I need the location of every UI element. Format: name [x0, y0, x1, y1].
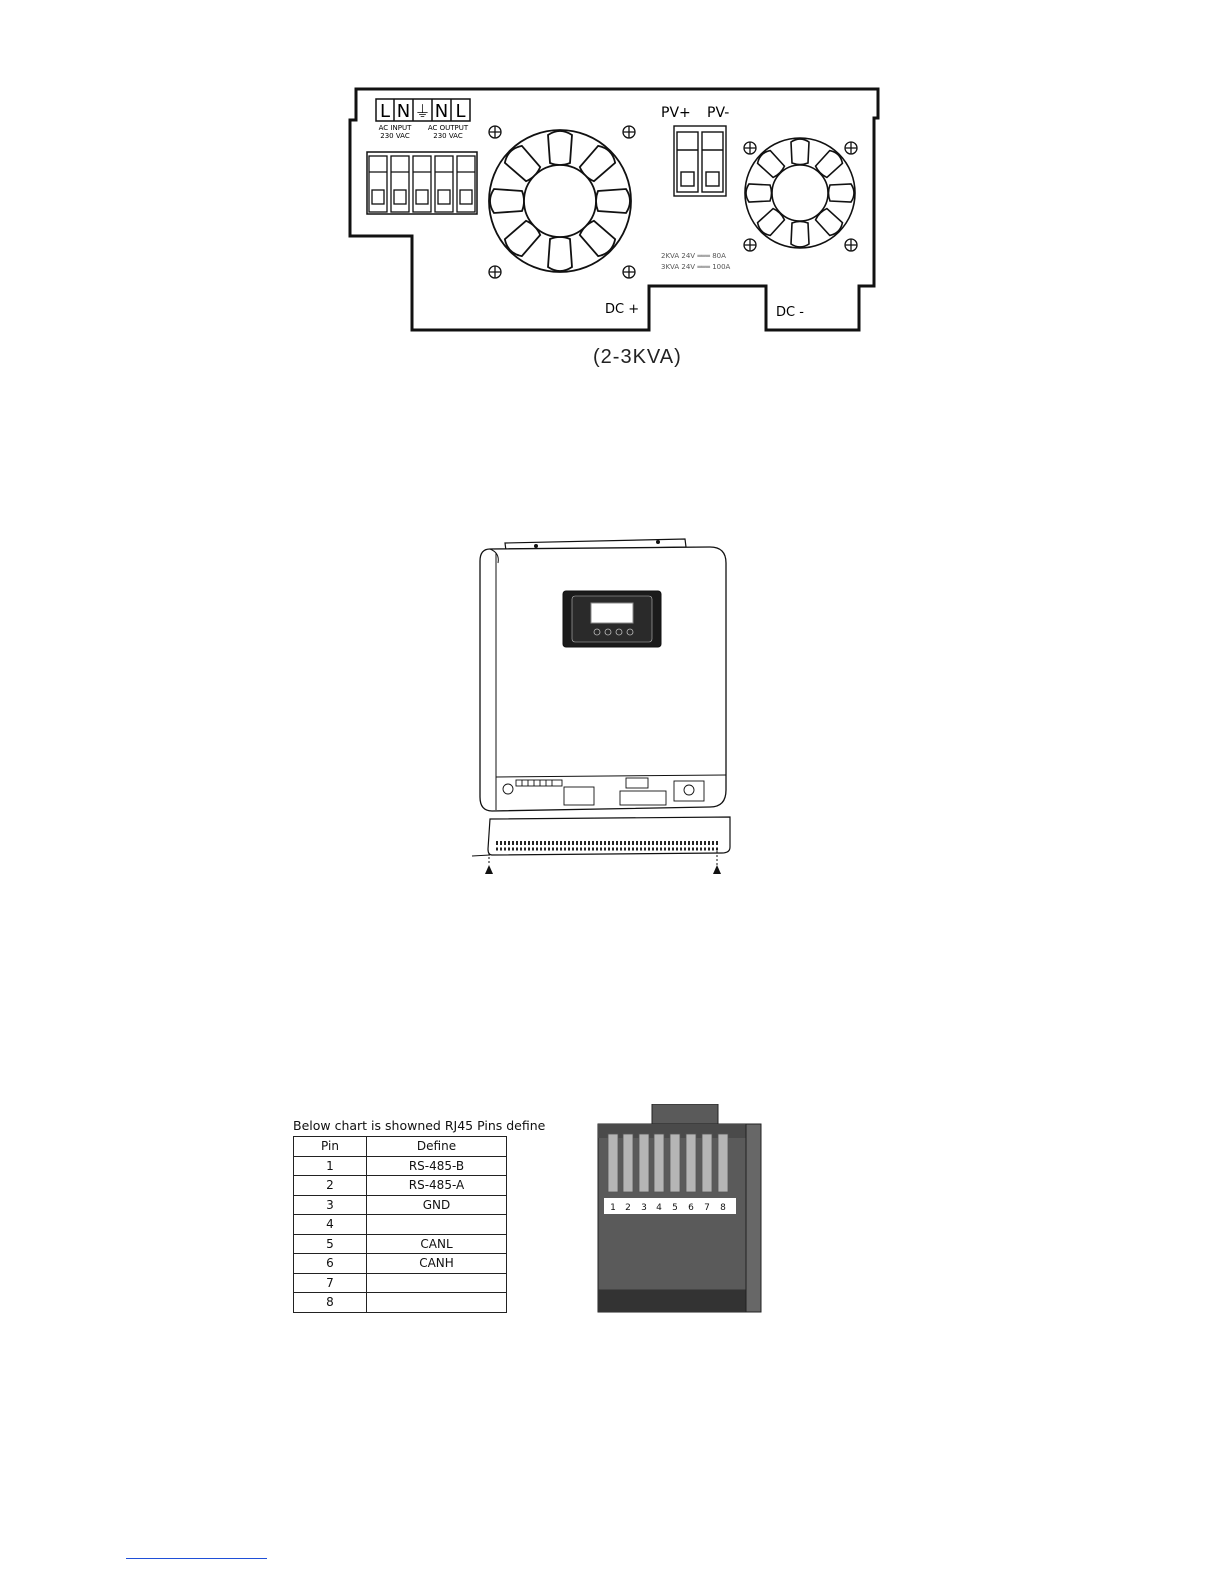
inverter-front-illustration [470, 535, 740, 885]
table-row [294, 1273, 507, 1293]
dc-minus-label: DC - [776, 305, 804, 320]
lcd-display-panel [563, 591, 661, 647]
ac-input-label-1: AC INPUT [378, 124, 412, 132]
panel-caption: (2-3KVA) [593, 346, 682, 368]
rj45-table-title: Below chart is showned RJ45 Pins define [293, 1118, 546, 1133]
pin-number: 8 [294, 1293, 367, 1313]
table-row [294, 1254, 507, 1274]
pin-define [367, 1293, 507, 1313]
rj45-pin-5: 5 [672, 1203, 678, 1213]
rj45-connector-illustration [594, 1104, 766, 1314]
pv-minus-label: PV- [707, 105, 730, 121]
ac-output-label-1: AC OUTPUT [427, 124, 469, 132]
pin-define [367, 1273, 507, 1293]
table-row [294, 1234, 507, 1254]
table-header-row [294, 1137, 507, 1157]
rj45-pin-table [293, 1136, 507, 1313]
footer-rule [126, 1558, 267, 1559]
large-fan-icon [489, 130, 631, 272]
terminal-letter-5: L [455, 101, 466, 122]
panel-drawing [340, 80, 890, 340]
ac-input-label-2: 230 VAC [380, 132, 410, 140]
inverter-bottom-panel-diagram [340, 80, 890, 340]
header-define: Define [367, 1137, 507, 1157]
pin-number: 5 [294, 1234, 367, 1254]
terminal-letter-2: N [396, 101, 411, 122]
pin-define: CANH [367, 1254, 507, 1274]
terminal-letter-3: ⏚ [414, 102, 431, 121]
rating-line-1: 2KVA 24V ═══ 80A [661, 252, 726, 260]
pin-define: RS-485-B [367, 1156, 507, 1176]
terminal-letter-4: N [434, 101, 449, 122]
pin-number: 7 [294, 1273, 367, 1293]
pin-number: 3 [294, 1195, 367, 1215]
terminal-letter-block [376, 99, 470, 122]
rj45-pin-1: 1 [610, 1203, 616, 1213]
pin-number: 2 [294, 1176, 367, 1196]
dc-plus-label: DC + [605, 302, 640, 317]
header-pin: Pin [294, 1137, 367, 1157]
table-row [294, 1176, 507, 1196]
pin-number: 6 [294, 1254, 367, 1274]
rj45-pin-3: 3 [641, 1203, 647, 1213]
pin-define: RS-485-A [367, 1176, 507, 1196]
terminal-letter-1: L [379, 101, 391, 122]
rj45-pin-7: 7 [704, 1203, 710, 1213]
pv-terminal-block [674, 126, 726, 196]
rj45-pin-2: 2 [625, 1203, 631, 1213]
pin-define [367, 1215, 507, 1235]
pv-plus-label: PV+ [661, 105, 691, 121]
table-row [294, 1293, 507, 1313]
pin-number: 1 [294, 1156, 367, 1176]
small-fan-icon [745, 138, 855, 248]
rj45-pin-6: 6 [688, 1203, 694, 1213]
pin-define: GND [367, 1195, 507, 1215]
table-row [294, 1156, 507, 1176]
table-row [294, 1215, 507, 1235]
ac-output-label-2: 230 VAC [433, 132, 463, 140]
rj45-pin-8: 8 [720, 1203, 726, 1213]
ac-terminal-block [367, 152, 477, 214]
rj45-pin-4: 4 [656, 1203, 662, 1213]
pin-define: CANL [367, 1234, 507, 1254]
table-row [294, 1195, 507, 1215]
rating-line-2: 3KVA 24V ═══ 100A [661, 263, 731, 271]
pin-number: 4 [294, 1215, 367, 1235]
